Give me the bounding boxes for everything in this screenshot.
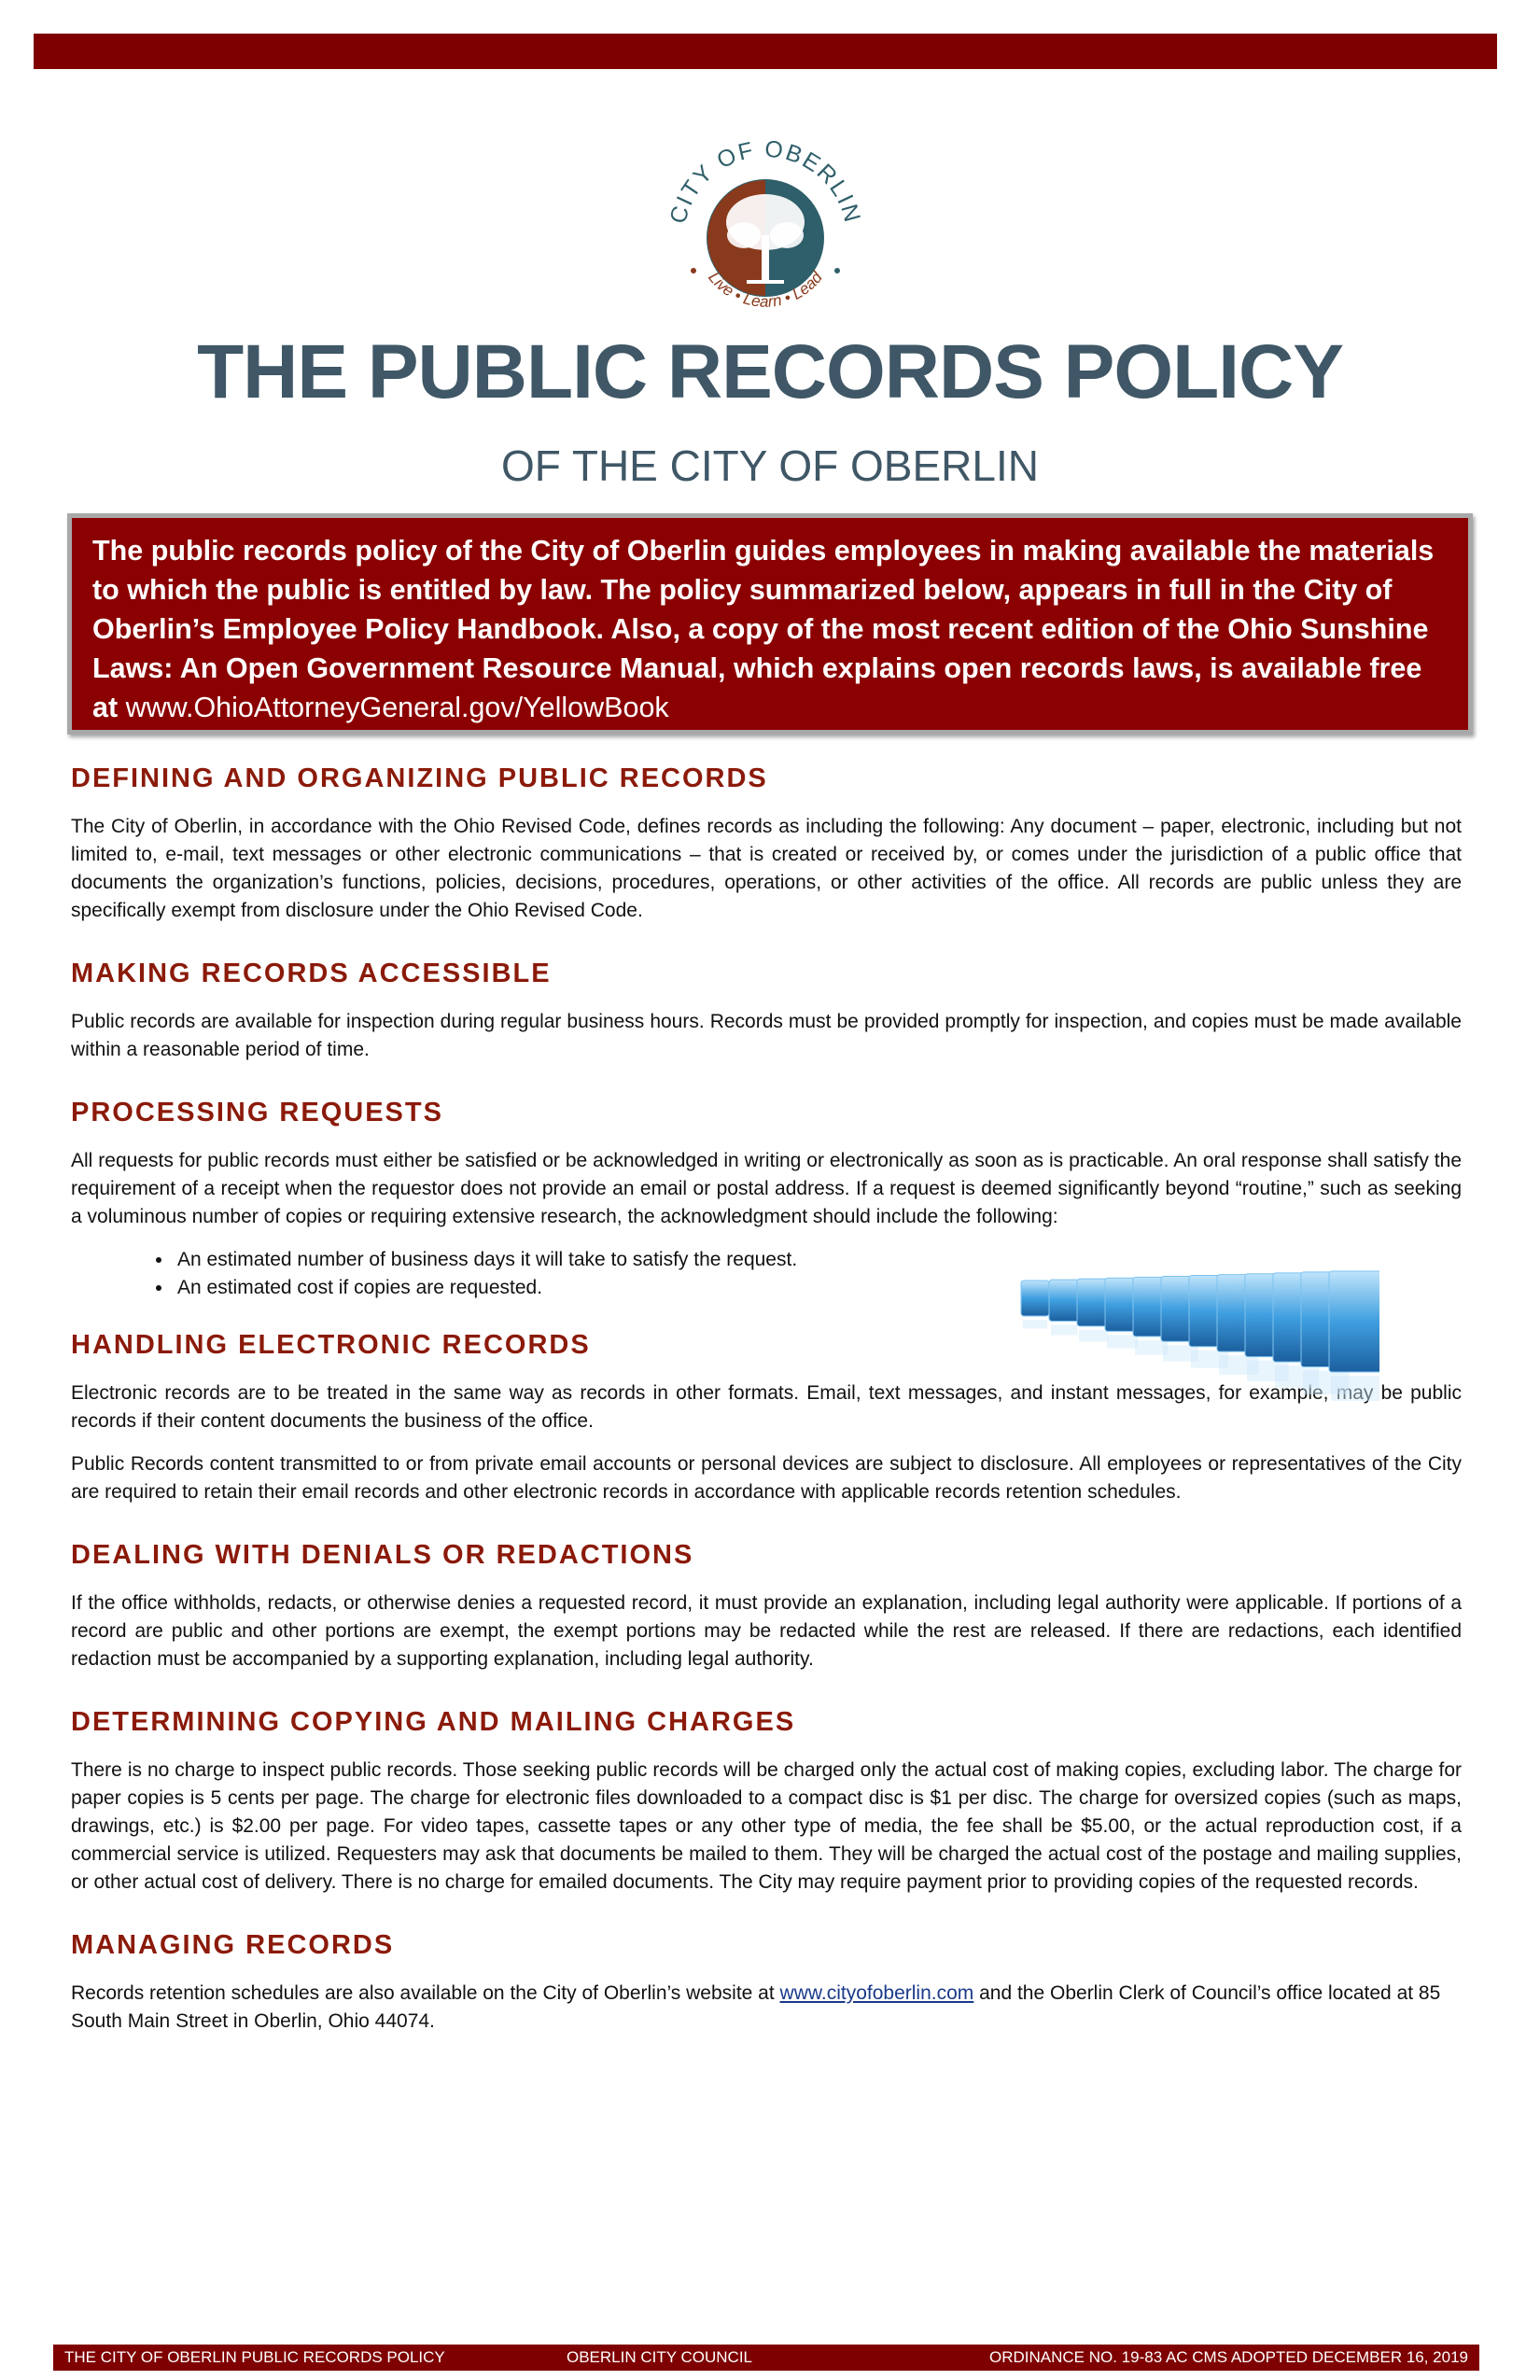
section-paragraph: Electronic records are to be treated in the same way as records in other formats. Email, text messages, and instant messages, for example, may be public records if their content documents the business of the office. [71,1382,1462,1432]
section-paragraph: There is no charge to inspect public records. Those seeking public records will be charged only the actual cost of making copies, excluding labor. The charge for paper copies is 5 cents per page. The charge for electronic files downloaded to a compact disc is $1 per disc. The charge for oversized copies (such as maps, drawings, etc.) is $2.00 per page. For video tapes, cassette tapes or any other type of media, the fee shall be $5.00, or the actual reproduction cost, if a commercial service is utilized. Requesters may ask that documents be mailed to them. They will be charged the actual cost of the postage and mailing supplies, or other actual cost of delivery. There is no charge for emailed documents. The City may require payment prior to providing copies of the requested records. [71,1759,1462,1893]
section-paragraph: Public Records content transmitted to or from private email accounts or personal devices are subject to disclosure. All employees or representatives of the City are required to retain their email records and other electronic records in accordance with applicable records retention schedules. [71,1453,1462,1503]
section-paragraph: Public records are available for inspection during regular business hours. Records must be provided promptly for inspection, and copies must be made available within a reasonable period of time. [71,1011,1462,1060]
footer-bar [53,2345,1479,2371]
bullet-item: • An estimated number of business days it will take to satisfy the request. [174,1246,1462,1274]
managing-paragraph [71,1980,1462,2036]
managing-text-after: and the Oberlin Clerk of Council’s office located at 85 South Main Street in Oberlin, Ohio 44074. [71,1982,1441,2032]
city-of-oberlin-logo [658,131,873,345]
policy-content [71,763,1462,2051]
intro-text: The public records policy of the City of Oberlin guides employees in making available the materials to which the public is entitled by law. The policy summarized below, appears in full in the City of Oberlin’s Employee Policy Handbook. Also, a copy of the most recent edition of the Ohio Sunshine Laws: An Open Government Resource Manual, which explains open records laws, is available free at [92,535,1435,723]
section-paragraph: All requests for public records must either be satisfied or be acknowledged in writing or electronically as soon as is practicable. An oral response shall satisfy the requirement of a receipt when the requestor does not provide an email or postal address. If a request is deemed significantly beyond “routine,” such as seeking a voluminous number of copies or requiring extensive research, the acknowledgment should include the following: [71,1150,1462,1227]
top-banner-bar [34,34,1497,69]
page-title: THE PUBLIC RECORDS POLICY [197,329,1343,414]
intro-box [67,513,1473,735]
file-folder-shape [1329,1271,1379,1372]
file-folder-shape [1021,1281,1049,1316]
section-paragraph: If the office withholds, redacts, or otherwise denies a requested record, it must provide an explanation, including legal authority were applicable. If portions of a record are public and other portions are exempt, the exempt portions may be redacted while the rest are released. If there are redactions, each identified redaction must be accompanied by a supporting explanation, including legal authority. [71,1592,1462,1670]
section-heading: PROCESSING REQUESTS [71,1098,443,1127]
section-paragraph: The City of Oberlin, in accordance with the Ohio Revised Code, defines records as including the following: Any document – paper, electronic, including but not limited to, e-mail, text messages or other electronic communications – that is created or received by, or comes under the jurisdiction of a public office that documents the organization’s functions, policies, decisions, procedures, operations, or other activities of the office. All records are public unless they are specifically exempt from disclosure under the Ohio Revised Code. [71,816,1462,921]
footer-right-text: ORDINANCE NO. 19-83 AC CMS ADOPTED DECEMBER 16, 2019 [989,2348,1468,2366]
bullet-item: • An estimated cost if copies are requested. [174,1274,1462,1302]
file-folder-reflection [1107,1335,1138,1348]
logo-ring-top-text: CITY OF OBERLIN [665,135,866,227]
logo-ring-bottom-text: Live • Learn • Lead [705,268,826,311]
file-folder-reflection [1023,1320,1047,1329]
section-heading: DEALING WITH DENIALS OR REDACTIONS [71,1540,694,1570]
managing-text-before: Records retention schedules are also available on the City of Oberlin’s website at [71,1982,780,2004]
yellowbook-link[interactable]: www.OhioAttorneyGeneral.gov/YellowBook [125,692,669,723]
page-subtitle: OF THE CITY OF OBERLIN [501,441,1039,490]
city-website-link[interactable]: www.cityofoberlin.com [779,1982,974,2004]
file-folder-reflection [1331,1376,1379,1401]
section-heading: MAKING RECORDS ACCESSIBLE [71,959,552,988]
file-folders-illustration [1015,1262,1379,1404]
section-heading: MANAGING RECORDS [71,1930,395,1960]
file-folder-shape [1049,1280,1079,1321]
section-heading: DETERMINING COPYING AND MAILING CHARGES [71,1707,796,1737]
file-folder-reflection [1051,1324,1077,1335]
section-heading: DEFINING AND ORGANIZING PUBLIC RECORDS [71,763,768,793]
file-folder-reflection [1079,1330,1108,1342]
footer-center-text: OBERLIN CITY COUNCIL [567,2348,753,2366]
section-heading: HANDLING ELECTRONIC RECORDS [71,1330,591,1360]
footer-left-text: THE CITY OF OBERLIN PUBLIC RECORDS POLICY [64,2348,445,2366]
